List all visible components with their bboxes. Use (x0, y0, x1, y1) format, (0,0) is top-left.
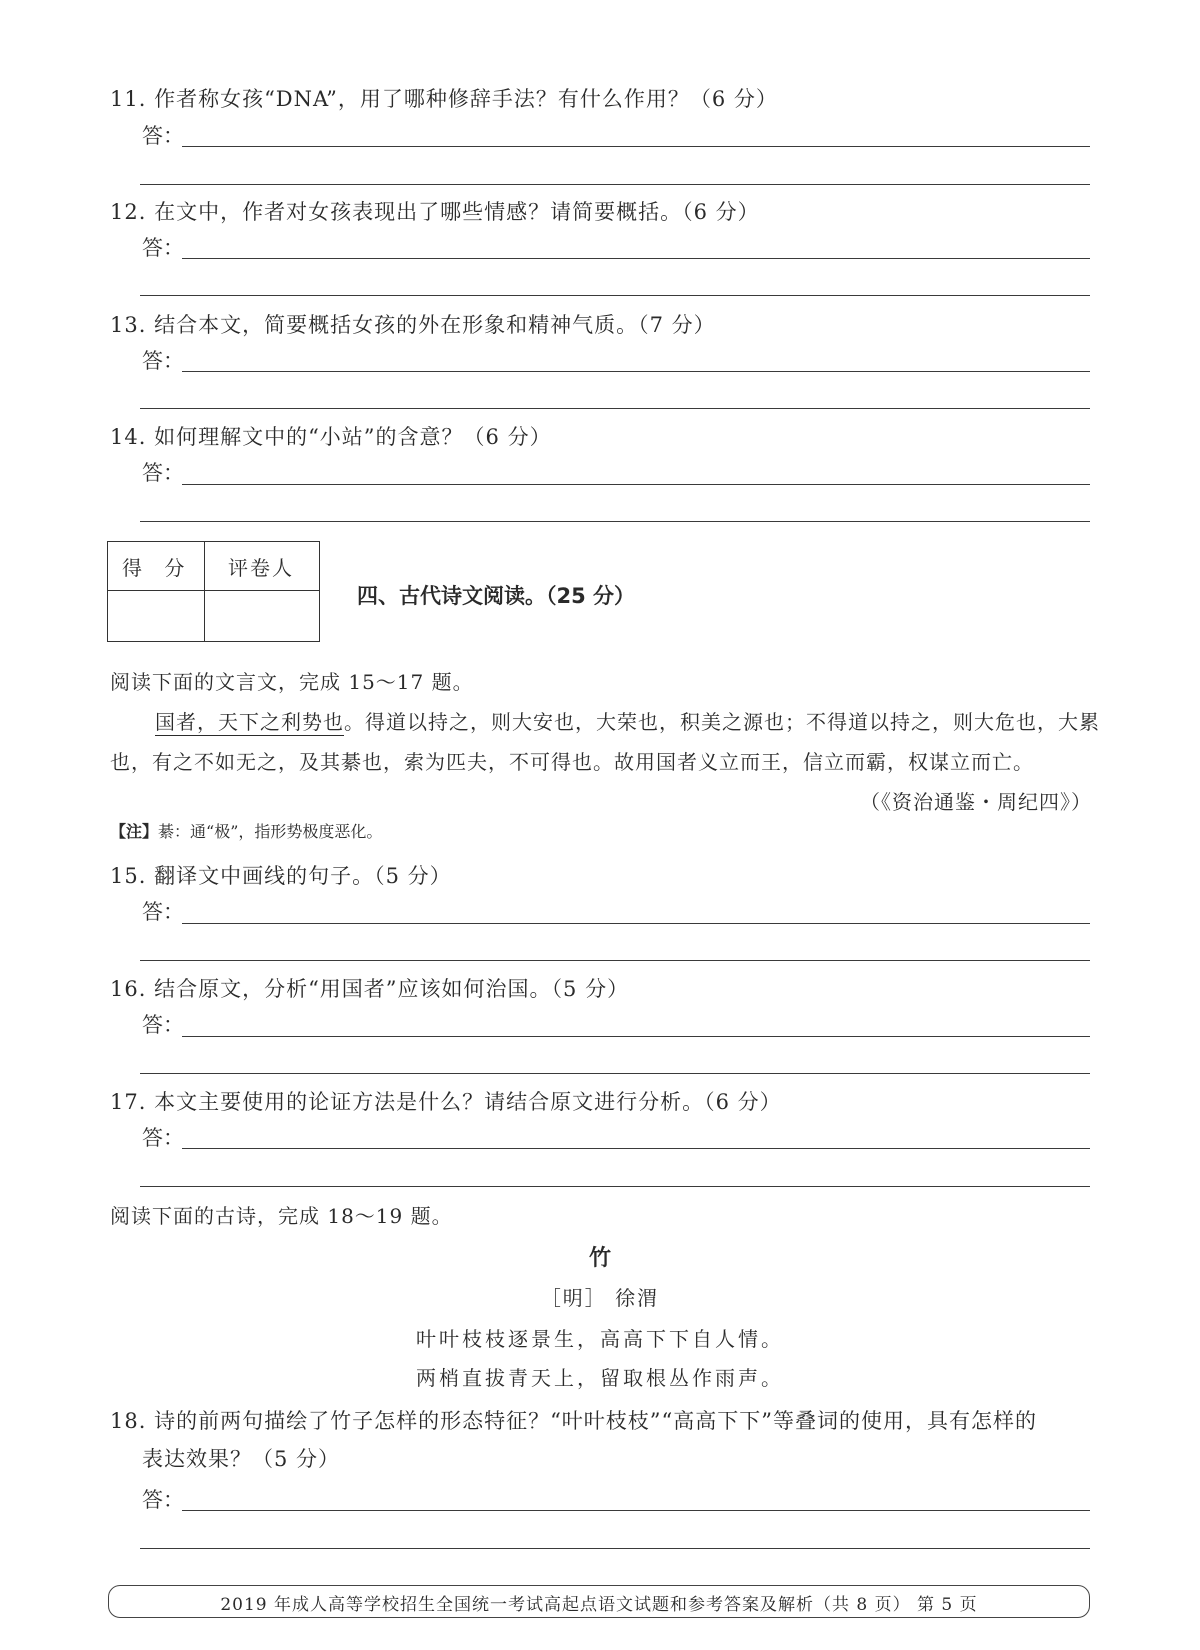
answer-line[interactable] (140, 960, 1090, 961)
answer-line[interactable] (140, 521, 1090, 522)
note-label: 【注】 (110, 822, 159, 841)
answer-line[interactable] (182, 923, 1090, 924)
answer-label: 答： (142, 124, 184, 148)
poem-author: ［明］ 徐渭 (540, 1286, 660, 1310)
answer-line[interactable] (140, 1073, 1090, 1074)
underlined-sentence: 国者，天下之利势也 (155, 710, 344, 734)
answer-label: 答： (142, 236, 184, 260)
poem-title: 竹 (588, 1245, 611, 1271)
passage-note (110, 819, 382, 842)
answer-line[interactable] (182, 258, 1090, 259)
answer-label: 答： (142, 1013, 184, 1037)
answer-line[interactable] (140, 1186, 1090, 1187)
note-text: 綦：通“极”，指形势极度恶化。 (158, 822, 383, 841)
poem-line-1: 叶叶枝枝逐景生，高高下下自人情。 (416, 1327, 784, 1351)
answer-line[interactable] (140, 184, 1090, 185)
passage-line-1 (155, 706, 1100, 735)
answer-line[interactable] (182, 146, 1090, 147)
answer-label: 答： (142, 349, 184, 373)
question-15: 15. 翻译文中画线的句子。（5 分） (110, 864, 452, 888)
question-17: 17. 本文主要使用的论证方法是什么？请结合原文进行分析。（6 分） (110, 1090, 782, 1114)
question-12: 12. 在文中，作者对女孩表现出了哪些情感？请简要概括。（6 分） (110, 200, 760, 224)
question-14: 14. 如何理解文中的“小站”的含意？（6 分） (110, 425, 552, 449)
answer-line[interactable] (182, 371, 1090, 372)
passage-intro: 阅读下面的文言文，完成 15～17 题。 (110, 670, 474, 694)
question-11: 11. 作者称女孩“DNA”，用了哪种修辞手法？有什么作用？（6 分） (110, 87, 778, 111)
page-footer: 2019 年成人高等学校招生全国统一考试高起点语文试题和参考答案及解析（共 8 页） 第 5 页 (220, 1595, 978, 1615)
passage-line-2: 也，有之不如无之，及其綦也，索为匹夫，不可得也。故用国者义立而王，信立而霸，权谋立而亡。 (110, 750, 1034, 774)
passage-source: （《资治通鉴・周纪四》） (860, 790, 1092, 814)
grader-header: 评卷人 (228, 556, 294, 580)
answer-line[interactable] (182, 1036, 1090, 1037)
question-18-cont: 表达效果？（5 分） (142, 1447, 341, 1471)
answer-label: 答： (142, 1126, 184, 1150)
section-title: 四、古代诗文阅读。（25 分） (357, 584, 636, 608)
passage-line-1-rest: 。得道以持之，则大安也，大荣也，积美之源也；不得道以持之，则大危也，大累 (344, 710, 1100, 734)
answer-line[interactable] (182, 1510, 1090, 1511)
answer-line[interactable] (140, 408, 1090, 409)
score-box (107, 541, 320, 642)
question-13: 13. 结合本文，简要概括女孩的外在形象和精神气质。（7 分） (110, 313, 716, 337)
answer-label: 答： (142, 461, 184, 485)
answer-line[interactable] (182, 484, 1090, 485)
question-18: 18. 诗的前两句描绘了竹子怎样的形态特征？“叶叶枝枝”“高高下下”等叠词的使用，具有怎样的 (110, 1409, 1038, 1433)
answer-line[interactable] (140, 1548, 1090, 1549)
poem-line-2: 两梢直拔青天上，留取根丛作雨声。 (416, 1366, 784, 1390)
answer-line[interactable] (140, 295, 1090, 296)
answer-line[interactable] (182, 1148, 1090, 1149)
answer-label: 答： (142, 1488, 184, 1512)
question-16: 16. 结合原文，分析“用国者”应该如何治国。（5 分） (110, 977, 630, 1001)
answer-label: 答： (142, 900, 184, 924)
poem-intro: 阅读下面的古诗，完成 18～19 题。 (110, 1204, 453, 1228)
score-header: 得 分 (122, 556, 193, 580)
